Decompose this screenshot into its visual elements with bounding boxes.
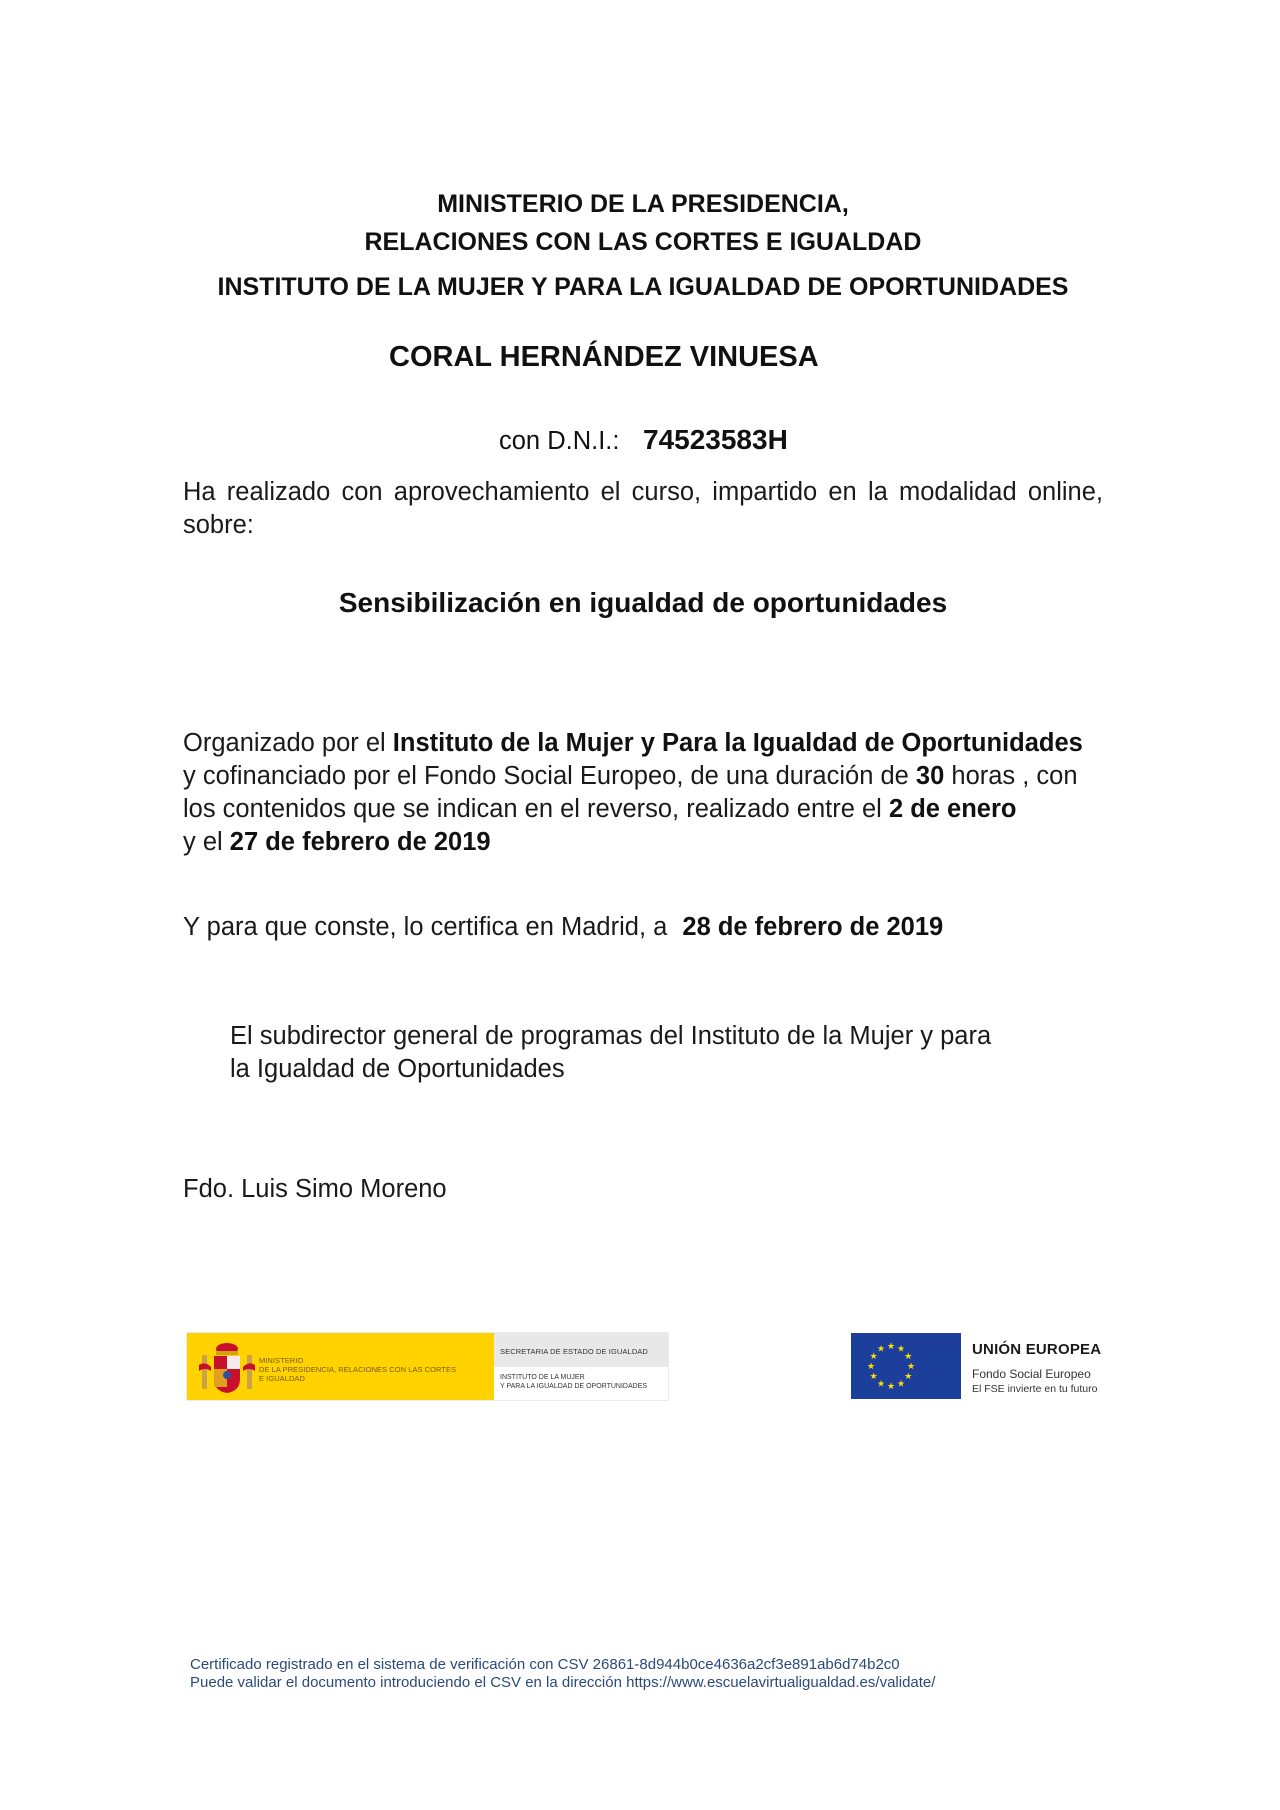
- contents-text: los contenidos que se indican en el reverso, realizado entre el: [183, 795, 889, 823]
- recipient-name: CORAL HERNÁNDEZ VINUESA: [389, 341, 819, 373]
- ministry-yellow-block: [187, 1333, 494, 1400]
- eu-title: UNIÓN EUROPEA: [972, 1341, 1102, 1358]
- eu-star-icon: ★: [876, 1378, 886, 1389]
- header-ministry-line1: MINISTERIO DE LA PRESIDENCIA,: [437, 190, 849, 218]
- secretaria-label: SECRETARIA DE ESTADO DE IGUALDAD: [494, 1333, 668, 1367]
- eu-star-icon: ★: [904, 1371, 913, 1381]
- csv-verification-line: Certificado registrado en el sistema de verificación con CSV 26861-8d944b0ce4636a2cf3e891ab6d74b2c0: [190, 1656, 900, 1673]
- instituto-line1: INSTITUTO DE LA MUJER: [500, 1374, 585, 1381]
- eu-star-icon: ★: [886, 1341, 896, 1351]
- course-intro-line2: sobre:: [183, 511, 254, 539]
- course-title: Sensibilización en igualdad de oportunidades: [338, 587, 948, 618]
- eu-flag-icon: [851, 1333, 961, 1399]
- eu-fund-name: Fondo Social Europeo: [972, 1367, 1091, 1381]
- eu-motto: El FSE invierte en tu futuro: [972, 1383, 1098, 1395]
- organized-prefix: Organizado por el: [183, 729, 393, 757]
- eu-star-icon: ★: [869, 1371, 878, 1381]
- eu-star-icon: ★: [886, 1381, 896, 1391]
- ministry-name: [259, 1356, 456, 1383]
- ministry-line1: MINISTERIO: [259, 1356, 304, 1365]
- details-line1: [183, 729, 1103, 758]
- details-line2: [183, 762, 1103, 791]
- dni-label: con D.N.I.:: [499, 427, 620, 455]
- certification-line: [183, 913, 943, 942]
- details-line4: [183, 828, 491, 857]
- eu-stars: [851, 1333, 961, 1399]
- instituto-label: [494, 1367, 668, 1400]
- eu-star-icon: ★: [876, 1343, 886, 1354]
- certification-prefix: Y para que conste, lo certifica en Madrid, a: [183, 913, 675, 941]
- eu-star-icon: ★: [869, 1351, 878, 1361]
- organizer-name: Instituto de la Mujer y Para la Igualdad de Oportunidades: [392, 729, 1083, 757]
- funding-text: y cofinanciado por el Fondo Social Europeo, de una duración de: [183, 762, 916, 790]
- details-line3: [183, 795, 1103, 824]
- end-date: 27 de febrero de 2019: [229, 828, 491, 856]
- certification-date: 28 de febrero de 2019: [682, 913, 944, 941]
- ministry-line2: DE LA PRESIDENCIA, RELACIONES CON LAS CORTES: [259, 1365, 457, 1374]
- course-intro-line1: Ha realizado con aprovechamiento el curso, impartido en la modalidad online,: [183, 478, 1103, 506]
- spain-coat-of-arms-icon: [199, 1341, 255, 1395]
- signatory-role-line1: El subdirector general de programas del Instituto de la Mujer y para: [230, 1022, 992, 1050]
- hours-suffix: horas , con: [944, 762, 1078, 790]
- header-institute: INSTITUTO DE LA MUJER Y PARA LA IGUALDAD DE OPORTUNIDADES: [217, 273, 1069, 301]
- eu-star-icon: ★: [904, 1351, 913, 1361]
- ministry-subunits: [494, 1333, 668, 1400]
- eu-star-icon: ★: [896, 1343, 906, 1354]
- signatory-role-line2: la Igualdad de Oportunidades: [230, 1055, 565, 1083]
- eu-star-icon: ★: [906, 1361, 916, 1371]
- instituto-line2: Y PARA LA IGUALDAD DE OPORTUNIDADES: [500, 1383, 648, 1390]
- signatory-name: Fdo. Luis Simo Moreno: [183, 1175, 447, 1203]
- start-date: 2 de enero: [888, 795, 1017, 823]
- dni-value: 74523583H: [643, 424, 788, 455]
- and-the-text: y el: [183, 828, 230, 856]
- csv-validate-line: Puede validar el documento introduciendo el CSV en la dirección https://www.escuelavirtualigualdad.es/validate/: [190, 1674, 936, 1691]
- header-ministry-line2: RELACIONES CON LAS CORTES E IGUALDAD: [364, 228, 922, 256]
- eu-star-icon: ★: [896, 1378, 906, 1389]
- eu-star-icon: ★: [866, 1361, 876, 1371]
- course-hours: 30: [915, 762, 945, 790]
- ministry-line3: E IGUALDAD: [259, 1374, 305, 1383]
- spain-ministry-logo: [186, 1332, 669, 1401]
